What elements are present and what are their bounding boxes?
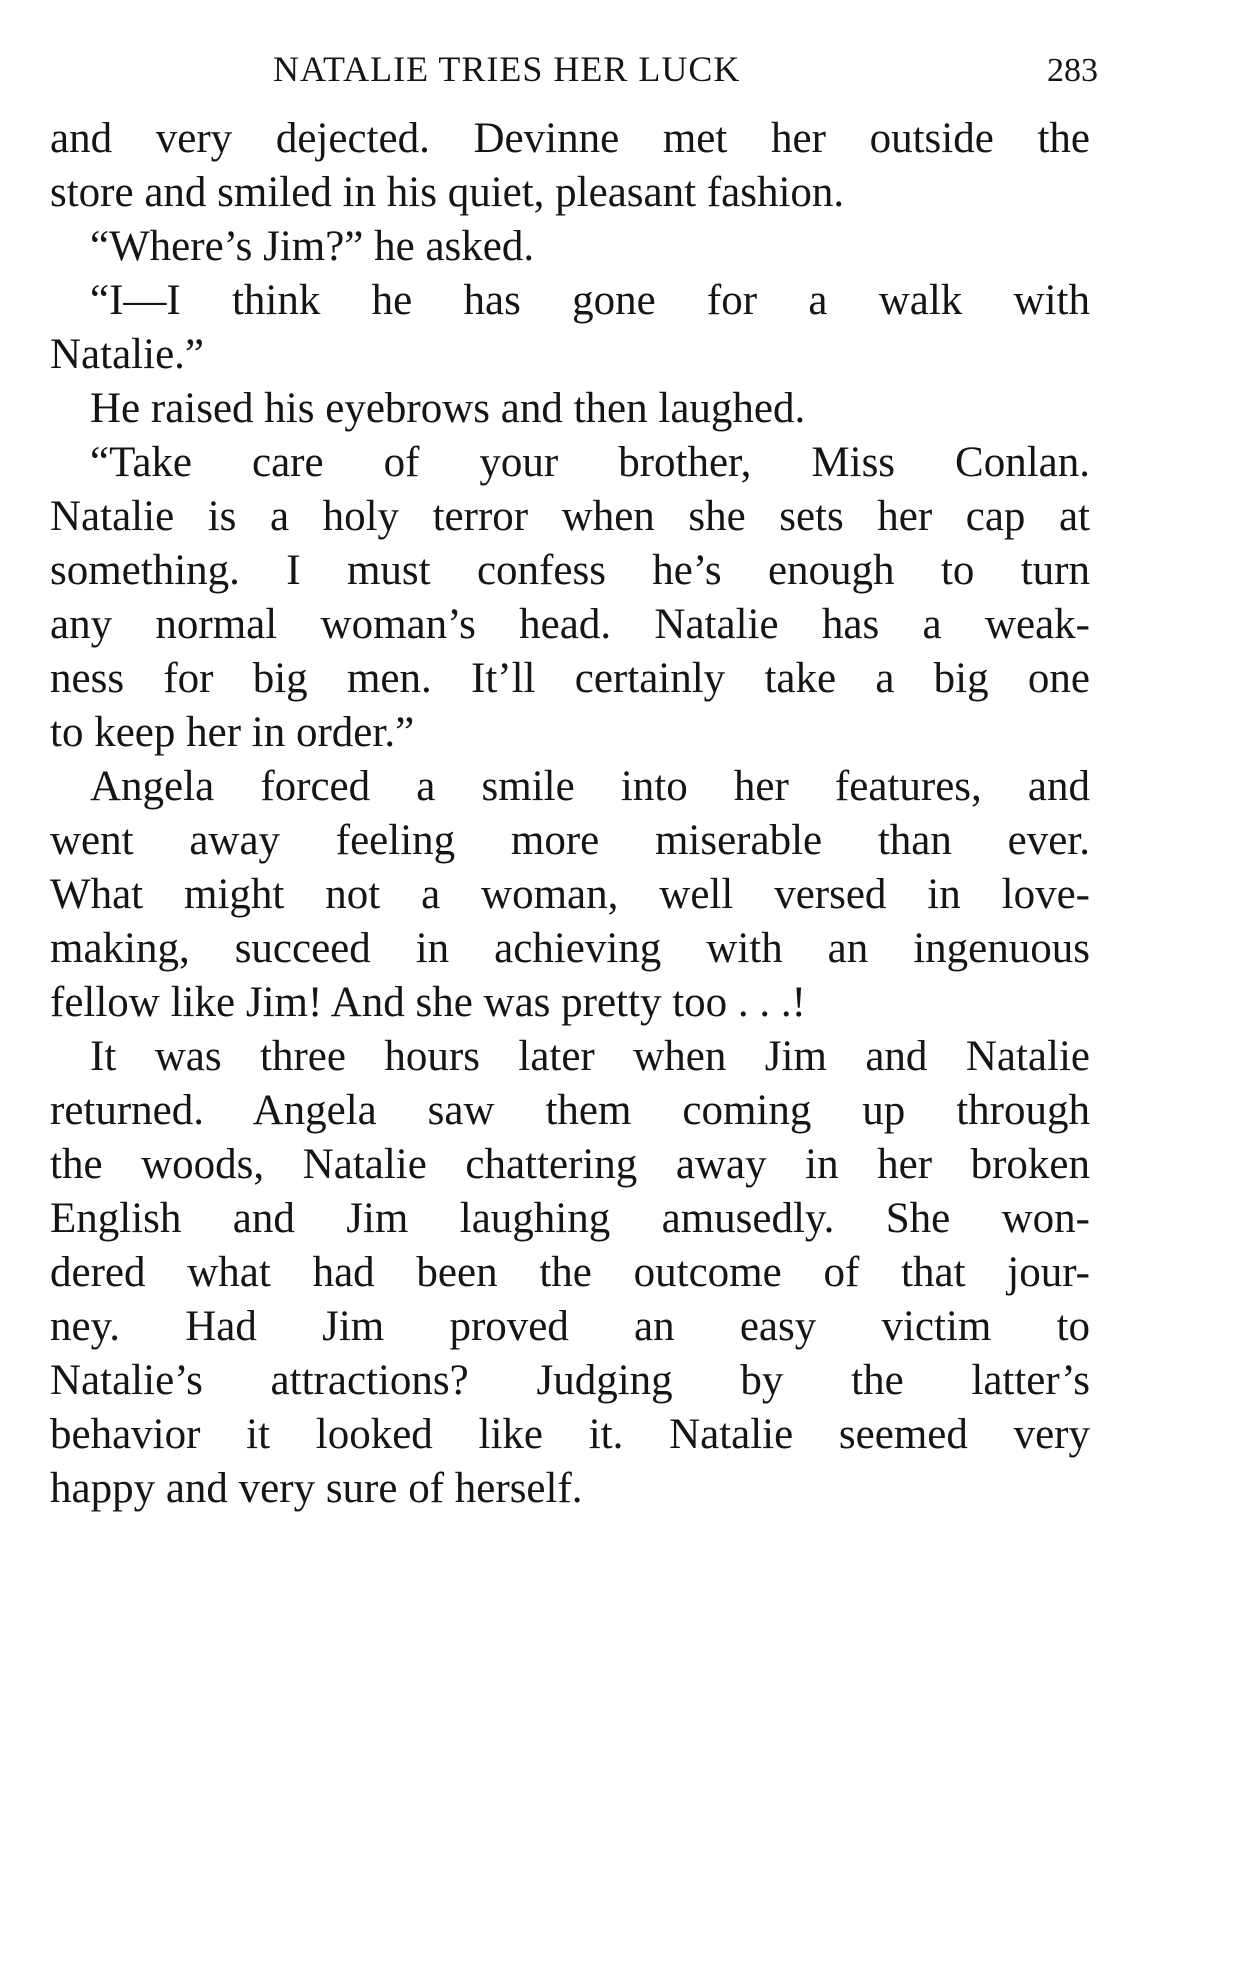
text-line: ney. Had Jim proved an easy victim to [50, 1303, 1090, 1350]
text-line: “Where’s Jim?” he asked. [90, 223, 535, 270]
text-line: and very dejected. Devinne met her outside the [50, 115, 1090, 162]
text-line: behavior it looked like it. Natalie seemed very [50, 1411, 1090, 1458]
text-line: ness for big men. It’ll certainly take a big one [50, 655, 1090, 702]
text-line: something. I must confess he’s enough to turn [50, 547, 1090, 594]
text-line: Natalie is a holy terror when she sets her cap at [50, 493, 1090, 540]
text-line: dered what had been the outcome of that jour- [50, 1249, 1090, 1296]
text-line: fellow like Jim! And she was pretty too . . .! [50, 979, 806, 1026]
running-head [58, 48, 1098, 108]
page-number: 283 [1047, 52, 1098, 89]
text-line: English and Jim laughing amusedly. She won- [50, 1195, 1090, 1242]
text-line: What might not a woman, well versed in love- [50, 871, 1090, 918]
text-line: to keep her in order.” [50, 709, 415, 756]
text-line: the woods, Natalie chattering away in her broken [50, 1141, 1090, 1188]
text-line: went away feeling more miserable than ever. [50, 817, 1090, 864]
text-line: It was three hours later when Jim and Natalie [90, 1033, 1090, 1080]
text-line: He raised his eyebrows and then laughed. [90, 385, 806, 432]
text-line: store and smiled in his quiet, pleasant fashion. [50, 169, 845, 216]
text-line: happy and very sure of herself. [50, 1465, 583, 1512]
text-line: “I—I think he has gone for a walk with [90, 277, 1090, 324]
text-line: Angela forced a smile into her features, and [90, 763, 1090, 810]
text-line: returned. Angela saw them coming up through [50, 1087, 1090, 1134]
text-line: any normal woman’s head. Natalie has a weak- [50, 601, 1090, 648]
text-line: Natalie’s attractions? Judging by the latter’s [50, 1357, 1090, 1404]
body-text [50, 112, 1090, 1516]
text-line: “Take care of your brother, Miss Conlan. [90, 439, 1090, 486]
running-title: NATALIE TRIES HER LUCK [273, 49, 741, 89]
text-line: making, succeed in achieving with an ingenuous [50, 925, 1090, 972]
text-line: Natalie.” [50, 331, 204, 378]
